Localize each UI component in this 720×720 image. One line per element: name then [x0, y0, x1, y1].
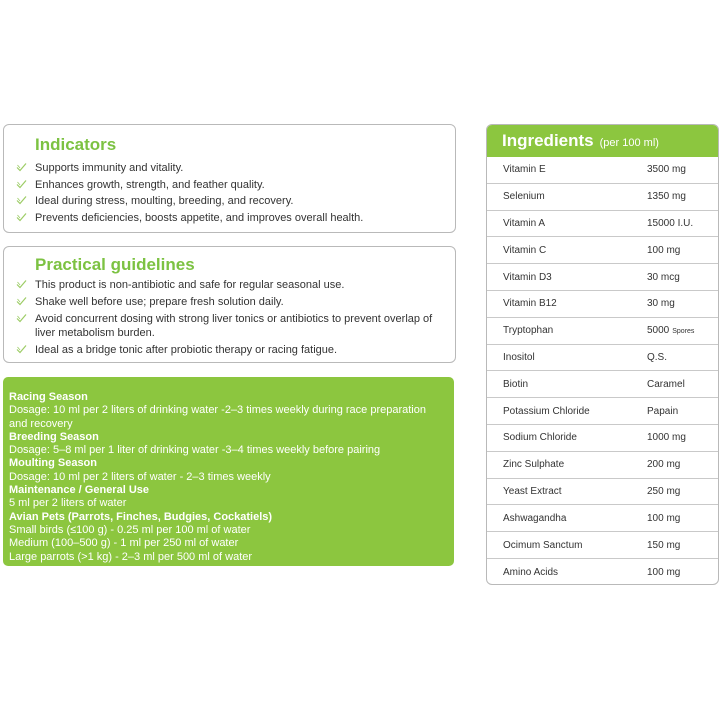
ingredient-value: [647, 567, 718, 578]
table-row: [487, 559, 718, 585]
dosage-text: Dosage: 5–8 ml per 1 liter of drinking water -3–4 times weekly before pairing: [9, 444, 381, 457]
check-icon: [16, 179, 27, 190]
list-item: [16, 312, 443, 340]
ingredient-value: [647, 379, 718, 390]
ingredient-name: Selenium: [503, 191, 545, 203]
ingredient-amount: 250 mg: [647, 485, 681, 497]
ingredients-rows: [487, 157, 718, 585]
table-row: [487, 237, 718, 264]
indicators-card: [3, 124, 456, 233]
table-row: [487, 345, 718, 372]
list-item-text: Enhances growth, strength, and feather quality.: [35, 178, 265, 191]
ingredient-value: [647, 513, 718, 524]
practical-guidelines-card: [3, 246, 456, 363]
table-row: [487, 264, 718, 291]
ingredients-subtitle: (per 100 ml): [599, 136, 659, 149]
ingredient-value: [647, 459, 718, 470]
ingredient-amount: Caramel: [647, 378, 685, 390]
ingredient-amount: 100 mg: [647, 512, 681, 524]
ingredient-amount: 150 mg: [647, 539, 681, 551]
dosage-text: 5 ml per 2 liters of water: [9, 497, 127, 510]
ingredient-name: Vitamin B12: [503, 298, 557, 310]
ingredient-value: [647, 432, 718, 443]
list-item: [16, 178, 443, 192]
indicators-list: [16, 161, 443, 227]
table-row: [487, 211, 718, 238]
ingredient-name: Vitamin D3: [503, 271, 552, 283]
check-icon: [16, 212, 27, 223]
ingredient-value: [647, 298, 718, 309]
dosage-text: Large parrots (>1 kg) - 2–3 ml per 500 ml of water: [9, 550, 253, 563]
list-item: [16, 194, 443, 208]
dosage-heading-moulting: Moulting Season: [9, 457, 97, 470]
ingredient-amount: 15000 I.U.: [647, 217, 694, 229]
list-item-text: This product is non-antibiotic and safe for regular seasonal use.: [35, 279, 345, 291]
ingredients-header: [487, 125, 718, 157]
ingredient-name: Zinc Sulphate: [503, 459, 565, 471]
dosage-heading-maintenance: Maintenance / General Use: [9, 484, 149, 497]
table-row: [487, 532, 718, 559]
check-icon: [16, 296, 27, 307]
ingredient-name: Inositol: [503, 351, 535, 363]
ingredient-name: Yeast Extract: [503, 485, 562, 497]
list-item: [16, 343, 443, 357]
ingredients-title: Ingredients: [502, 131, 594, 150]
ingredient-value: [647, 218, 718, 229]
ingredient-name: Ocimum Sanctum: [503, 539, 583, 551]
list-item-text: Avoid concurrent dosing with strong liver tonics or antibiotics to prevent overlap of liver metabolism burden.: [35, 313, 433, 339]
ingredient-name: Potassium Chloride: [503, 405, 590, 417]
ingredient-amount: 1000 mg: [647, 432, 686, 444]
ingredient-value: [647, 352, 718, 363]
ingredient-value: [647, 245, 718, 256]
dosage-text: Dosage: 10 ml per 2 liters of water - 2–3 times weekly: [9, 470, 271, 483]
ingredient-amount: 3500 mg: [647, 164, 686, 176]
table-row: [487, 371, 718, 398]
list-item-text: Supports immunity and vitality.: [35, 162, 184, 174]
ingredient-amount: 30 mg: [647, 298, 675, 310]
ingredient-value: [647, 272, 718, 283]
table-row: [487, 479, 718, 506]
ingredient-value: [647, 406, 718, 417]
check-icon: [16, 279, 27, 290]
ingredient-amount: 1350 mg: [647, 191, 686, 203]
dosage-heading-avian-pets: Avian Pets (Parrots, Finches, Budgies, Cockatiels): [9, 510, 273, 523]
dosage-panel: [3, 377, 454, 566]
ingredient-name: Ashwagandha: [503, 512, 567, 524]
list-item: [16, 161, 443, 175]
table-row: [487, 291, 718, 318]
ingredient-name: Sodium Chloride: [503, 432, 577, 444]
dosage-heading-racing: Racing Season: [9, 391, 88, 403]
dosage-text: Medium (100–500 g) - 1 ml per 250 ml of water: [9, 537, 239, 550]
list-item: [16, 295, 443, 309]
check-icon: [16, 195, 27, 206]
indicators-title: Indicators: [35, 135, 117, 154]
check-icon: [16, 162, 27, 173]
dosage-text: and recovery: [9, 417, 73, 430]
ingredient-amount: 100 mg: [647, 244, 681, 256]
table-row: [487, 505, 718, 532]
ingredient-amount: Papain: [647, 405, 679, 417]
ingredient-name: Vitamin E: [503, 164, 546, 176]
list-item-text: Shake well before use; prepare fresh solution daily.: [35, 296, 284, 308]
dosage-heading-breeding: Breeding Season: [9, 430, 99, 443]
ingredient-value: [647, 191, 718, 202]
ingredient-value: [647, 486, 718, 497]
ingredient-value: [647, 164, 718, 175]
ingredient-value: [647, 325, 718, 336]
check-icon: [16, 313, 27, 324]
practical-guidelines-title: Practical guidelines: [35, 255, 195, 274]
ingredient-name: Vitamin A: [503, 217, 546, 229]
list-item-text: Ideal as a bridge tonic after probiotic therapy or racing fatigue.: [35, 344, 338, 356]
ingredient-amount: 5000: [647, 325, 670, 337]
list-item-text: Ideal during stress, moulting, breeding, and recovery.: [35, 195, 294, 207]
practical-guidelines-list: [16, 278, 443, 360]
ingredient-amount: Q.S.: [647, 351, 668, 363]
ingredient-amount: 30 mcg: [647, 271, 680, 283]
ingredient-unit: Spores: [672, 328, 695, 336]
table-row: [487, 318, 718, 345]
dosage-text: Dosage: 10 ml per 2 liters of drinking water -2–3 times weekly during race preparation: [9, 404, 426, 417]
table-row: [487, 425, 718, 452]
list-item-text: Prevents deficiencies, boosts appetite, and improves overall health.: [35, 211, 364, 224]
ingredients-table: [486, 124, 719, 585]
ingredient-name: Amino Acids: [503, 566, 559, 578]
list-item: [16, 278, 443, 292]
ingredient-amount: 200 mg: [647, 459, 681, 471]
ingredient-name: Biotin: [503, 378, 529, 390]
list-item: [16, 211, 443, 225]
ingredient-name: Tryptophan: [503, 325, 554, 337]
ingredient-name: Vitamin C: [503, 244, 547, 256]
ingredient-value: [647, 540, 718, 551]
table-row: [487, 184, 718, 211]
table-row: [487, 452, 718, 479]
table-row: [487, 157, 718, 184]
dosage-text: Small birds (≤100 g) - 0.25 ml per 100 ml of water: [9, 523, 251, 536]
check-icon: [16, 344, 27, 355]
table-row: [487, 398, 718, 425]
ingredient-amount: 100 mg: [647, 566, 681, 578]
